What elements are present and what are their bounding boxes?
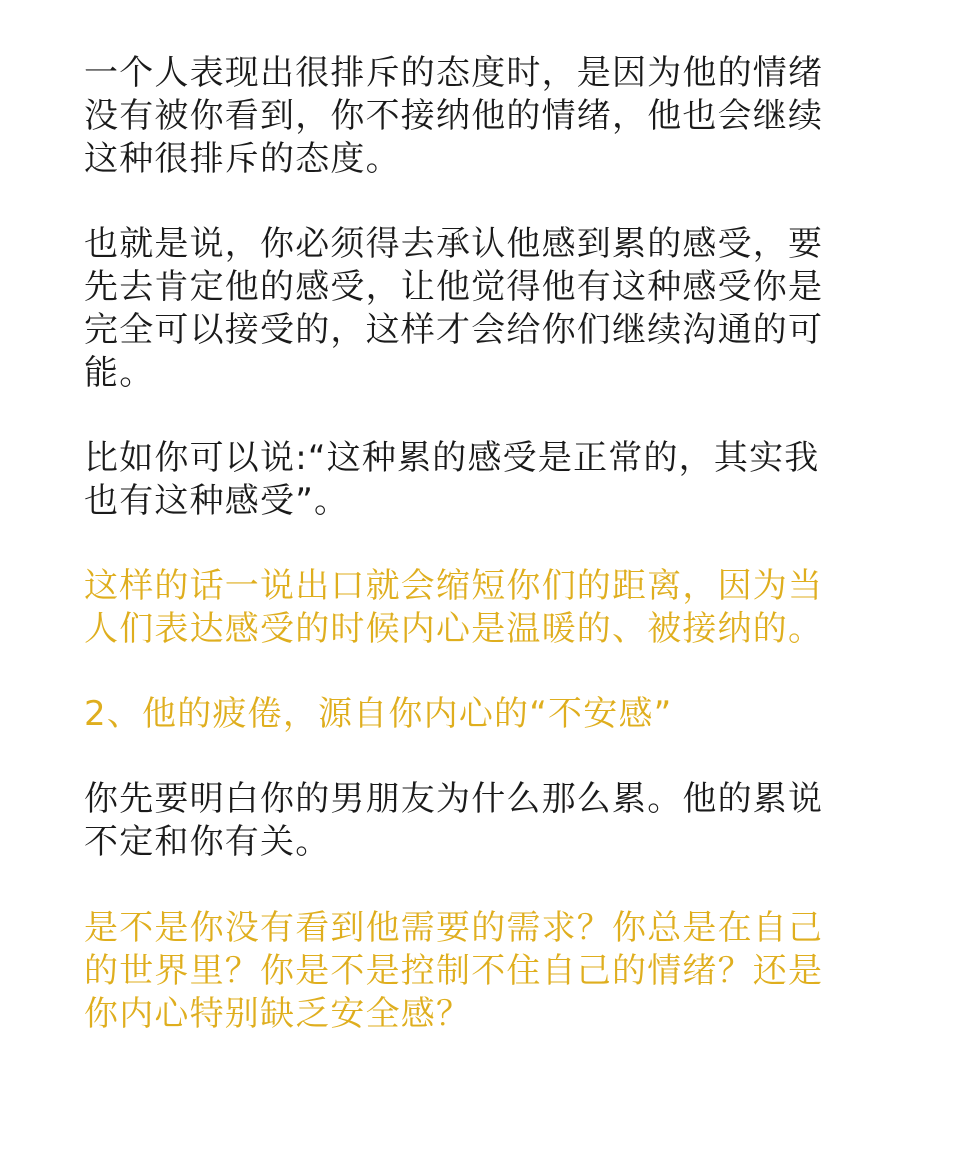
section-heading-2: 2、他的疲倦，源自你内心的“不安感” xyxy=(84,694,673,734)
paragraph-acknowledge-feelings: 也就是说，你必须得去承认他感到累的感受，要 先去肯定他的感受，让他觉得他有这种感受你是 完全可以接受的，这样才会给你们继续沟通的可 能。 xyxy=(84,224,824,393)
paragraph-example-phrase: 比如你可以说:“这种累的感受是正常的，其实我 也有这种感受”。 xyxy=(84,438,820,521)
paragraph-highlight-questions: 是不是你没有看到他需要的需求？你总是在自己 的世界里？你是不是控制不住自己的情绪？还是 你内心特别缺乏安全感？ xyxy=(84,908,824,1034)
paragraph-why-tired: 你先要明白你的男朋友为什么那么累。他的累说 不定和你有关。 xyxy=(84,779,824,862)
paragraph-rejection-attitude: 一个人表现出很排斥的态度时，是因为他的情绪 没有被你看到，你不接纳他的情绪，他也会继续 这种很排斥的态度。 xyxy=(84,53,824,179)
paragraph-highlight-closeness: 这样的话一说出口就会缩短你们的距离，因为当 人们表达感受的时候内心是温暖的、被接纳的。 xyxy=(84,566,824,649)
